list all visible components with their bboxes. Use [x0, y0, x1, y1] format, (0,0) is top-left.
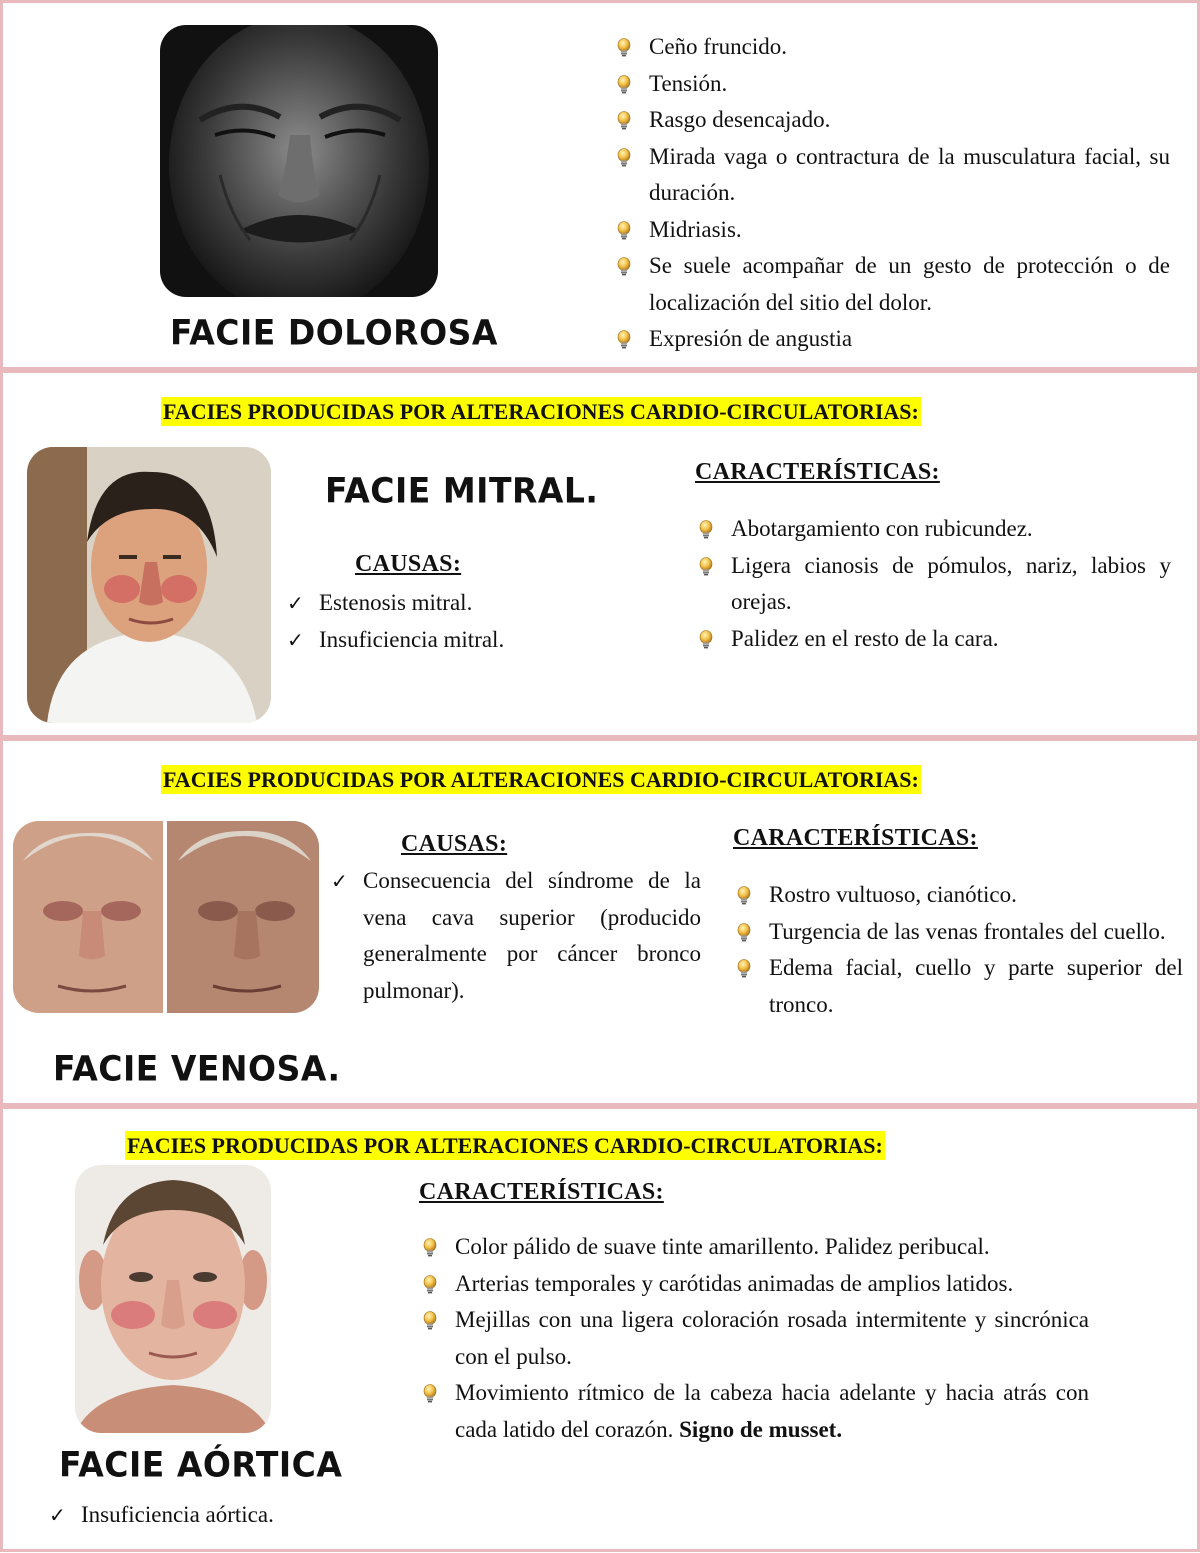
list-item: Palidez en el resto de la cara.: [697, 621, 1171, 658]
musset-sign-label: Signo de musset.: [679, 1416, 843, 1442]
section-banner: FACIES PRODUCIDAS POR ALTERACIONES CARDIO-CIRCULATORIAS:: [163, 399, 919, 424]
list-item: Mejillas con una ligera coloración rosada intermitente y sincrónica con el pulso.: [421, 1302, 1089, 1375]
facie-venosa-panel: [0, 738, 1200, 1106]
lightbulb-icon: [617, 221, 631, 241]
facie-aortica-title: FACIE AÓRTICA: [59, 1444, 343, 1485]
section-banner: FACIES PRODUCIDAS POR ALTERACIONES CARDIO-CIRCULATORIAS:: [163, 767, 919, 792]
facie-dolorosa-panel: [0, 0, 1200, 370]
list-item: Midriasis.: [615, 212, 1170, 249]
lightbulb-icon: [617, 75, 631, 95]
mitral-causes-list: [285, 585, 585, 658]
list-item: Mirada vaga o contractura de la musculatura facial, su duración.: [615, 139, 1170, 212]
lightbulb-icon: [737, 923, 751, 943]
causes-heading: CAUSAS:: [401, 831, 508, 857]
list-item: ✓ Consecuencia del síndrome de la vena cava superior (producido generalmente por cáncer bronco pulmonar).: [329, 863, 701, 1009]
lightbulb-icon: [617, 111, 631, 131]
aortica-causes-list: [47, 1497, 367, 1534]
facie-dolorosa-photo: [160, 25, 438, 297]
lightbulb-icon: [617, 148, 631, 168]
features-heading: CARACTERÍSTICAS:: [733, 825, 978, 851]
lightbulb-icon: [737, 886, 751, 906]
facie-aortica-photo: [75, 1165, 271, 1433]
lightbulb-icon: [423, 1384, 437, 1404]
list-item: ✓ Insuficiencia aórtica.: [47, 1497, 367, 1534]
mitral-feature-list: [697, 511, 1171, 657]
causes-heading: CAUSAS:: [355, 551, 462, 577]
lightbulb-icon: [699, 520, 713, 540]
list-item: Rostro vultuoso, cianótico.: [735, 877, 1183, 914]
lightbulb-icon: [617, 257, 631, 277]
list-item: Expresión de angustia: [615, 321, 1170, 358]
lightbulb-icon: [699, 630, 713, 650]
lightbulb-icon: [423, 1275, 437, 1295]
facie-mitral-panel: [0, 370, 1200, 738]
lightbulb-icon: [699, 557, 713, 577]
facie-venosa-photo: [13, 821, 319, 1013]
list-item: Movimiento rítmico de la cabeza hacia adelante y hacia atrás con cada latido del corazón. Signo de musset.: [421, 1375, 1089, 1448]
list-item: Ligera cianosis de pómulos, nariz, labios y orejas.: [697, 548, 1171, 621]
list-item: Arterias temporales y carótidas animadas de amplios latidos.: [421, 1266, 1089, 1303]
list-item: Turgencia de las venas frontales del cuello.: [735, 914, 1183, 951]
facie-mitral-photo: [27, 447, 271, 723]
dolorosa-feature-list: [615, 29, 1170, 358]
facie-dolorosa-title: FACIE DOLOROSA: [170, 312, 498, 353]
lightbulb-icon: [617, 38, 631, 58]
lightbulb-icon: [737, 959, 751, 979]
list-item: Rasgo desencajado.: [615, 102, 1170, 139]
section-banner: FACIES PRODUCIDAS POR ALTERACIONES CARDIO-CIRCULATORIAS:: [127, 1133, 883, 1158]
lightbulb-icon: [617, 330, 631, 350]
list-item: ✓ Estenosis mitral.: [285, 585, 585, 622]
list-item: Color pálido de suave tinte amarillento. Palidez peribucal.: [421, 1229, 1089, 1266]
list-item: Ceño fruncido.: [615, 29, 1170, 66]
lightbulb-icon: [423, 1238, 437, 1258]
checkmark-icon: ✓: [287, 627, 304, 652]
checkmark-icon: ✓: [287, 591, 304, 615]
list-item: Tensión.: [615, 66, 1170, 103]
lightbulb-icon: [423, 1311, 437, 1331]
checkmark-icon: ✓: [49, 1503, 66, 1527]
facie-aortica-panel: [0, 1106, 1200, 1552]
venosa-causes-list: [329, 863, 701, 1009]
list-item: Se suele acompañar de un gesto de protección o de localización del sitio del dolor.: [615, 248, 1170, 321]
list-item: Abotargamiento con rubicundez.: [697, 511, 1171, 548]
aortica-feature-list: [421, 1229, 1089, 1448]
facie-mitral-title: FACIE MITRAL.: [325, 470, 599, 511]
list-item: ✓ Insuficiencia mitral.: [285, 622, 585, 659]
features-heading: CARACTERÍSTICAS:: [695, 459, 940, 485]
list-item: Edema facial, cuello y parte superior del tronco.: [735, 950, 1183, 1023]
features-heading: CARACTERÍSTICAS:: [419, 1179, 664, 1205]
venosa-feature-list: [735, 877, 1183, 1023]
checkmark-icon: ✓: [331, 869, 348, 893]
facie-venosa-title: FACIE VENOSA.: [53, 1048, 341, 1089]
